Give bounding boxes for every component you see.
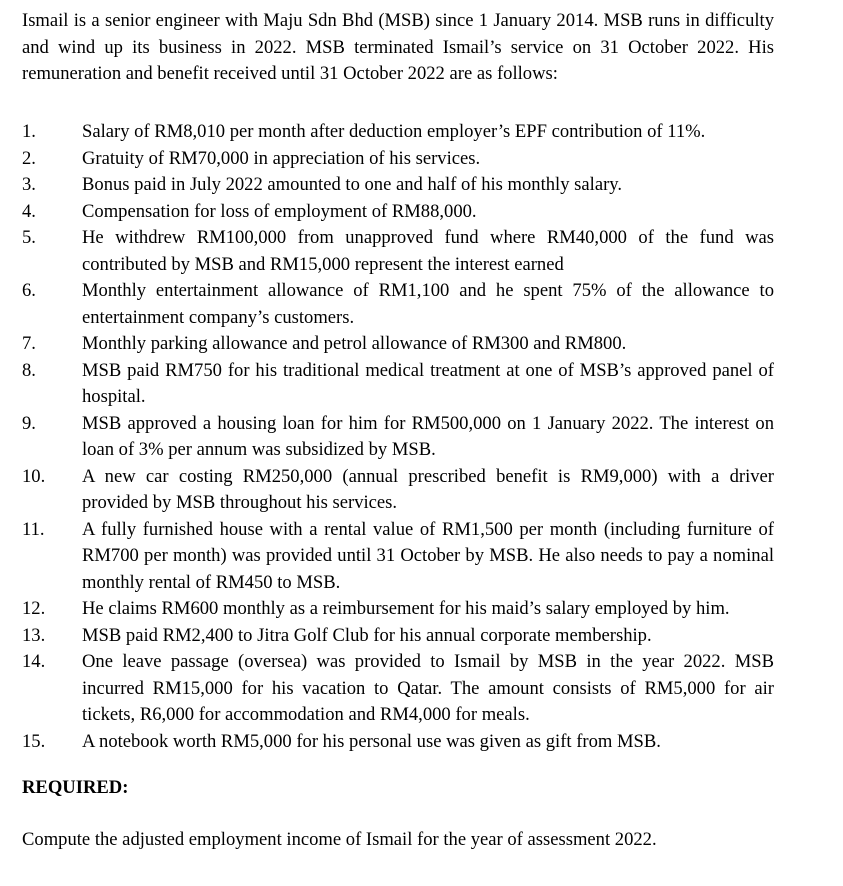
item-number: 13. — [22, 624, 46, 646]
item-text: Salary of RM8,010 per month after deduction employer’s EPF contribution of 11%. — [82, 121, 706, 142]
list-item — [22, 172, 774, 199]
item-text: One leave passage (oversea) was provided to Ismail by MSB in the year 2022. MSB incurred RM15,000 for his vacation to Qatar. The amount consists of RM5,000 for air tickets, R6,000 for accommodation and RM4,000 for meals. — [82, 651, 774, 725]
task-instruction: Compute the adjusted employment income of Ismail for the year of assessment 2022. — [22, 829, 657, 850]
list-item — [22, 517, 774, 597]
item-number: 12. — [22, 598, 46, 619]
item-number: 6. — [22, 280, 36, 301]
item-text: A new car costing RM250,000 (annual prescribed benefit is RM9,000) with a driver provided by MSB throughout his services. — [82, 465, 774, 513]
item-number: 11. — [22, 518, 45, 540]
item-number: 3. — [22, 174, 36, 195]
item-text: Gratuity of RM70,000 in appreciation of his services. — [82, 147, 481, 169]
item-number: 7. — [22, 333, 36, 354]
required-heading: REQUIRED: — [22, 777, 129, 798]
item-text: Bonus paid in July 2022 amounted to one and half of his monthly salary. — [82, 174, 623, 195]
list-item — [22, 119, 774, 146]
intro-paragraph: Ismail is a senior engineer with Maju Sdn Bhd (MSB) since 1 January 2014. MSB runs in difficulty and wind up its business in 2022. MSB terminated Ismail’s service on 31 October 2022. His remuneration and benefit received until 31 October 2022 are as follows: — [22, 10, 774, 84]
item-text: MSB approved a housing loan for him for RM500,000 on 1 January 2022. The interest on loan of 3% per annum was subsidized by MSB. — [82, 412, 774, 460]
item-number: 2. — [22, 147, 36, 169]
item-text: MSB paid RM2,400 to Jitra Golf Club for his annual corporate membership. — [82, 624, 652, 646]
item-number: 1. — [22, 121, 36, 142]
list-item — [22, 623, 774, 650]
item-text: Monthly entertainment allowance of RM1,100 and he spent 75% of the allowance to entertainment company’s customers. — [82, 280, 774, 328]
list-item — [22, 358, 774, 411]
list-item — [22, 146, 774, 173]
list-item — [22, 649, 774, 729]
benefit-list — [22, 119, 774, 755]
item-text: He withdrew RM100,000 from unapproved fund where RM40,000 of the fund was contributed by MSB and RM15,000 represent the interest earned — [82, 227, 774, 275]
item-number: 14. — [22, 651, 46, 672]
list-item — [22, 596, 774, 623]
list-item — [22, 331, 774, 358]
item-number: 8. — [22, 359, 36, 381]
item-number: 9. — [22, 412, 36, 434]
list-item — [22, 464, 774, 517]
item-number: 15. — [22, 730, 46, 752]
item-text: Monthly parking allowance and petrol allowance of RM300 and RM800. — [82, 333, 627, 354]
item-number: 10. — [22, 465, 46, 487]
item-text: A fully furnished house with a rental value of RM1,500 per month (including furniture of RM700 per month) was provided until 31 October by MSB. He also needs to pay a nominal monthly rental of RM450 to MSB. — [82, 518, 774, 593]
item-text: Compensation for loss of employment of RM88,000. — [82, 200, 477, 222]
list-item — [22, 278, 774, 331]
document-page — [22, 8, 774, 850]
list-item — [22, 411, 774, 464]
item-text: He claims RM600 monthly as a reimbursement for his maid’s salary employed by him. — [82, 598, 730, 619]
list-item — [22, 729, 774, 756]
list-item — [22, 199, 774, 226]
item-number: 5. — [22, 227, 36, 248]
list-item — [22, 225, 774, 278]
item-number: 4. — [22, 200, 36, 222]
item-text: MSB paid RM750 for his traditional medical treatment at one of MSB’s approved panel of hospital. — [82, 359, 774, 407]
item-text: A notebook worth RM5,000 for his personal use was given as gift from MSB. — [82, 730, 661, 752]
